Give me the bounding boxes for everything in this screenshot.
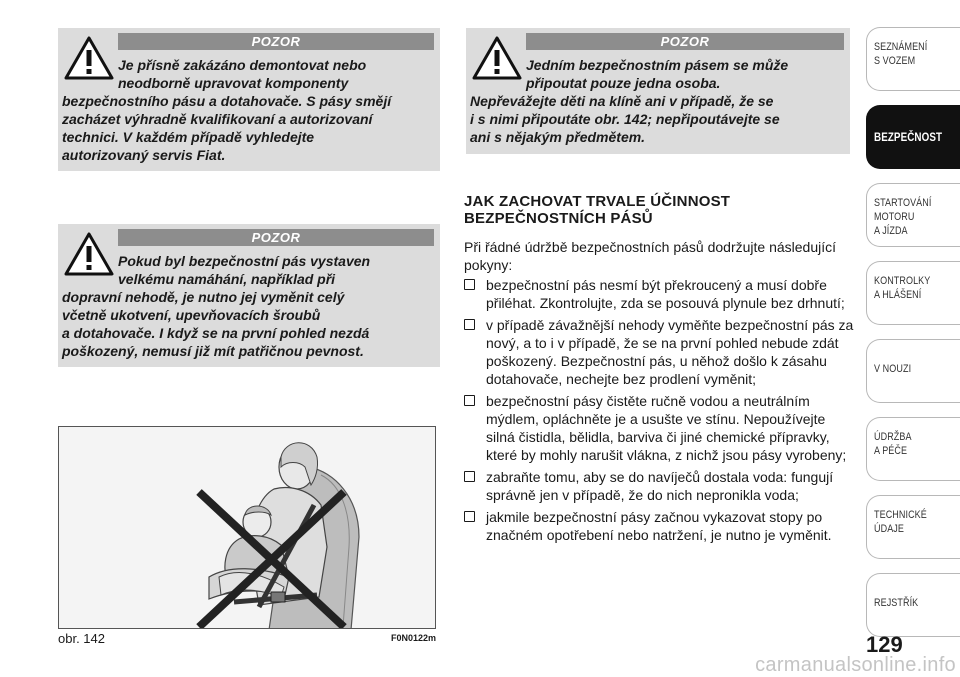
list-item-text: jakmile bezpečnostní pásy začnou vykazovat stopy po značném opotřebení nebo natržení, je nutno je vyměnit. bbox=[486, 509, 832, 543]
warning-line: i s nimi připoutáte obr. 142; nepřipoutávejte se bbox=[470, 111, 780, 127]
warning-line: včetně ukotvení, upevňovacích šroubů bbox=[62, 307, 321, 323]
tab-bezpecnost[interactable] bbox=[866, 105, 960, 169]
tab-label: V NOUZI bbox=[874, 363, 912, 375]
watermark: carmanualsonline.info bbox=[755, 654, 956, 676]
tab-label: ÚDRŽBA A PÉČE bbox=[874, 431, 912, 457]
figure-label: obr. 142 bbox=[58, 631, 105, 646]
warning-line: bezpečnostního pásu a dotahovače. S pásy smějí bbox=[62, 93, 392, 109]
list-item bbox=[464, 508, 856, 544]
warning-header: POZOR bbox=[118, 33, 434, 50]
warning-line: Je přísně zakázáno demontovat nebo bbox=[118, 57, 367, 73]
maintenance-list bbox=[464, 276, 856, 548]
section-title-line: BEZPEČNOSTNÍCH PÁSŮ bbox=[464, 210, 653, 227]
warning-box-2 bbox=[58, 224, 440, 367]
warning-line: Nepřevážejte děti na klíně ani v případě, že se bbox=[470, 93, 774, 109]
warning-line: Pokud byl bezpečnostní pás vystaven bbox=[118, 253, 371, 269]
warning-line: technici. V každém případě vyhledejte bbox=[62, 129, 315, 145]
tab-v-nouzi[interactable] bbox=[866, 339, 960, 403]
list-item-text: bezpečnostní pásy čistěte ručně vodou a neutrálním mýdlem, opláchněte je a usušte ve stínu. Nepoužívejte silná čistidla, bělidla, barviva či jiné chemické přípravky, které by mohly narušit vlákna, z nichž jsou pásy vyrobeny; bbox=[486, 393, 847, 463]
tab-rejstrik[interactable] bbox=[866, 573, 960, 637]
checkbox-bullet-icon bbox=[464, 395, 475, 406]
tab-label: TECHNICKÉ ÚDAJE bbox=[874, 509, 927, 535]
section-title bbox=[464, 193, 854, 227]
child-on-lap-illustration bbox=[59, 427, 436, 629]
section-title-line: JAK ZACHOVAT TRVALE ÚČINNOST bbox=[464, 193, 731, 210]
list-item bbox=[464, 276, 856, 312]
warning-line: ani s nějakým předmětem. bbox=[470, 129, 646, 145]
warning-box-1 bbox=[58, 28, 440, 171]
tab-label: STARTOVÁNÍ MOTORU A JÍZDA bbox=[874, 197, 932, 237]
warning-text bbox=[470, 56, 844, 146]
figure-child-on-lap bbox=[58, 426, 436, 629]
warning-header: POZOR bbox=[526, 33, 844, 50]
warning-line: neodborně upravovat komponenty bbox=[118, 75, 349, 91]
section-intro: Při řádné údržbě bezpečnostních pásů dodržujte následující pokyny: bbox=[464, 239, 837, 273]
warning-line: a dotahovače. I když se na první pohled nezdá bbox=[62, 325, 370, 341]
tab-udrzba[interactable] bbox=[866, 417, 960, 481]
page-number: 129 bbox=[866, 632, 903, 657]
warning-line: poškozený, nemusí již mít patřičnou pevnost. bbox=[62, 343, 364, 359]
warning-box-3 bbox=[466, 28, 850, 154]
warning-header: POZOR bbox=[118, 229, 434, 246]
checkbox-bullet-icon bbox=[464, 471, 475, 482]
figure-code: F0N0122m bbox=[390, 633, 436, 643]
tab-label: REJSTŘÍK bbox=[874, 597, 919, 609]
tab-kontrolky[interactable] bbox=[866, 261, 960, 325]
warning-line: Jedním bezpečnostním pásem se může bbox=[526, 57, 789, 73]
checkbox-bullet-icon bbox=[464, 511, 475, 522]
warning-line: zacházet výhradně kvalifikovaní a autorizovaní bbox=[62, 111, 373, 127]
list-item-text: zabraňte tomu, aby se do navíječů dostala voda: fungují správně jen v případě, že do nich nepronikla voda; bbox=[486, 469, 834, 503]
warning-line: dopravní nehodě, je nutno jej vyměnit celý bbox=[62, 289, 345, 305]
checkbox-bullet-icon bbox=[464, 319, 475, 330]
tab-label: KONTROLKY A HLÁŠENÍ bbox=[874, 275, 931, 301]
list-item bbox=[464, 316, 856, 388]
warning-line: připoutat pouze jedna osoba. bbox=[526, 75, 721, 91]
warning-line: velkému namáhání, například při bbox=[118, 271, 336, 287]
list-item bbox=[464, 468, 856, 504]
tab-seznameni[interactable] bbox=[866, 27, 960, 91]
warning-text bbox=[62, 56, 434, 164]
tab-label: BEZPEČNOST bbox=[874, 130, 943, 144]
warning-text bbox=[62, 252, 434, 360]
tab-label: SEZNÁMENÍ S VOZEM bbox=[874, 41, 928, 67]
list-item bbox=[464, 392, 856, 464]
checkbox-bullet-icon bbox=[464, 279, 475, 290]
list-item-text: bezpečnostní pás nesmí být překroucený a musí dobře přiléhat. Zkontrolujte, zda se posouvá plynule bez drhnutí; bbox=[486, 277, 845, 311]
list-item-text: v případě závažnější nehody vyměňte bezpečnostní pás za nový, a to i v případě, že se na první pohled nebude zdát poškozený. Bezpečnostní pás, u něhož došlo k zásahu dotahovače, nechejte bez prodlení vyměnit; bbox=[486, 317, 854, 387]
tab-startovani[interactable] bbox=[866, 183, 960, 247]
warning-line: autorizovaný servis Fiat. bbox=[62, 147, 226, 163]
tab-technicke-udaje[interactable] bbox=[866, 495, 960, 559]
